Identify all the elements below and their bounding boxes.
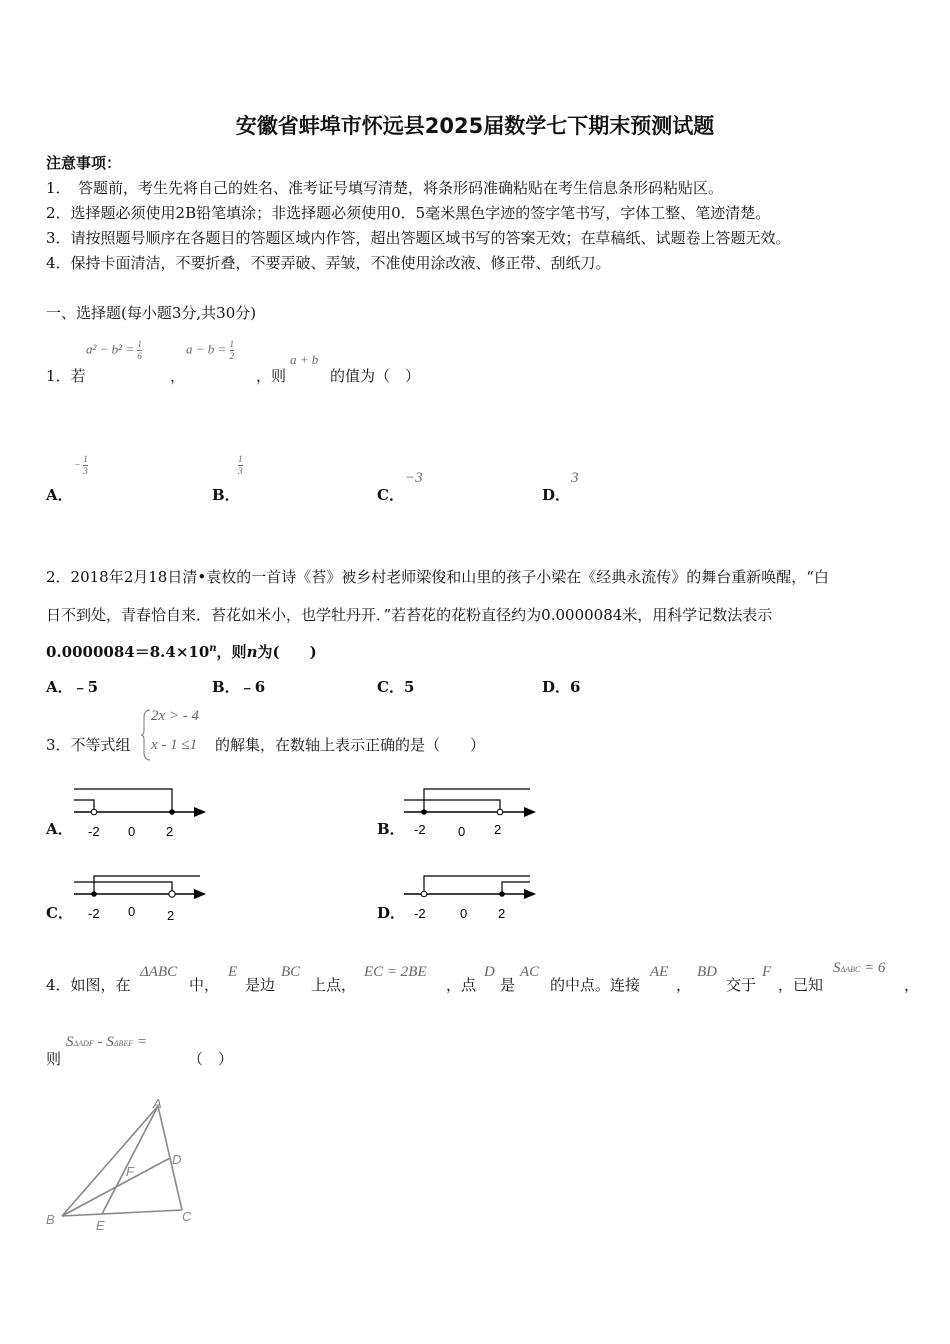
page-title: 安徽省蚌埠市怀远县2025届数学七下期末预测试题 <box>235 114 715 138</box>
q2-option-d[interactable] <box>542 676 580 697</box>
notice-item: 2．选择题必须使用2B铅笔填涂；非选择题必须使用0．5毫米黑色字迹的签字笔书写，字体工整、笔迹清楚。 <box>46 204 771 222</box>
frac <box>83 455 88 476</box>
tick-label: 0 <box>458 824 466 839</box>
frac-den: 3 <box>83 466 88 476</box>
open-point <box>497 809 503 815</box>
notice-item: 3．请按照题号顺序在各题目的答题区域内作答，超出答题区域书写的答案无效；在草稿纸、试题卷上答题无效。 <box>46 229 791 247</box>
tick-label: -2 <box>414 822 426 837</box>
open-point <box>421 891 427 897</box>
sign: − <box>74 459 81 471</box>
q3-number-line-a <box>70 784 210 844</box>
area-s: S <box>106 1034 114 1050</box>
closed-point <box>499 891 505 897</box>
q4-math: E <box>228 964 238 980</box>
q3-number-line-d <box>400 868 540 928</box>
q2-line-2: 日不到处，青春恰自来．苔花如米小，也学牡丹开．”若苔花的花粉直径约为0.0000084米，用科学记数法表示 <box>46 606 773 624</box>
q1-expr1 <box>86 340 142 361</box>
option-label: C． <box>377 678 404 696</box>
q3-number-line-c <box>70 868 210 928</box>
q2-tail: 为( ) <box>257 643 317 661</box>
closed-point <box>91 891 97 897</box>
option-label: D． <box>542 678 571 696</box>
area-sub: ΔADF <box>73 1039 94 1048</box>
frac <box>238 455 243 476</box>
equals: = <box>136 1034 147 1050</box>
q4-text: ，点 <box>446 976 477 994</box>
tick-label: 0 <box>128 824 136 839</box>
option-label: B． <box>212 678 240 696</box>
solution-ray-right <box>424 876 530 894</box>
tick-label: -2 <box>414 906 426 921</box>
q4-text: 的中点。连接 <box>550 976 641 994</box>
q1-stem-c: 的值为（ ） <box>330 367 421 385</box>
q4-text: 交于 <box>726 976 757 994</box>
vertex-label-b: B <box>46 1212 55 1227</box>
q4-area-sub: ΔABC <box>840 965 861 974</box>
point-label-f: F <box>126 1164 134 1179</box>
tick-label: -2 <box>88 824 100 839</box>
frac-den: 6 <box>137 351 142 361</box>
q3-option-d[interactable]: D． <box>377 904 406 922</box>
number-line-arrow <box>194 807 206 817</box>
q4-text: 上点， <box>311 976 357 994</box>
option-value: 5 <box>403 678 415 696</box>
q4-text: ， <box>904 976 920 994</box>
frac-num: 1 <box>238 454 243 464</box>
q4-area-s: S <box>833 960 841 976</box>
q4-line2-text: 则 <box>46 1050 62 1068</box>
open-point <box>169 891 175 897</box>
tick-label: 2 <box>167 908 175 923</box>
q1-stem-b: ，则 <box>256 367 287 385</box>
q4-math: BC <box>281 964 301 980</box>
q4-text: ， <box>676 976 692 994</box>
frac-num: 1 <box>137 339 142 349</box>
q3-option-b[interactable]: B． <box>377 820 405 838</box>
tick-label: 0 <box>460 906 468 921</box>
tick-label: 2 <box>166 824 174 839</box>
q1-option-c[interactable]: C． <box>377 486 404 504</box>
q2-expression: 0.0000084＝8.4×10 <box>46 643 210 661</box>
frac-den: 3 <box>238 466 243 476</box>
q3-stem-b: 的解集，在数轴上表示正确的是（ ） <box>215 736 486 754</box>
point-label-e: E <box>96 1218 105 1233</box>
option-value: ﹣6 <box>239 678 266 696</box>
solution-ray-right <box>94 876 200 894</box>
q1-expr3: a + b <box>290 352 319 367</box>
q4-answer-blank: （ ） <box>188 1050 234 1068</box>
q3-option-a[interactable]: A． <box>46 820 73 838</box>
side-bc <box>62 1210 182 1216</box>
number-line-arrow <box>524 807 536 817</box>
notice-heading: 注意事项： <box>46 154 122 172</box>
q2-variable: n <box>246 643 258 661</box>
q1-expr2-text: a − b = <box>186 341 227 357</box>
q2-line-1: 2．2018年2月18日清•袁枚的一首诗《苔》被乡村老师梁俊和山里的孩子小梁在《经典永流传》的舞台重新唤醒，“白 <box>46 568 829 586</box>
option-value: 6 <box>570 678 581 696</box>
q2-option-a[interactable] <box>46 676 98 697</box>
frac-den: 2 <box>229 351 235 361</box>
q1-frac1 <box>137 340 142 361</box>
number-line-arrow <box>194 889 206 899</box>
q1-stem-a: 1．若 <box>46 367 86 385</box>
q4-math: BD <box>697 964 717 980</box>
q4-math: D <box>484 964 495 980</box>
frac-num: 1 <box>83 454 88 464</box>
q1-option-c-value: −3 <box>405 470 423 486</box>
q4-text: 是边 <box>245 976 276 994</box>
q1-option-a[interactable]: A． <box>46 486 73 504</box>
notice-item: 4．保持卡面清洁，不要折叠，不要弄破、弄皱，不准使用涂改液、修正带、刮纸刀。 <box>46 254 611 272</box>
option-label: A． <box>46 678 73 696</box>
q2-exponent: n <box>209 643 217 654</box>
q1-frac2 <box>230 340 235 361</box>
solution-ray-left <box>74 882 172 894</box>
solution-ray-left <box>404 800 500 812</box>
q4-math: EC = 2BE <box>364 964 427 980</box>
q3-number-line-b <box>400 784 540 844</box>
q3-inequality-1: 2x > - 4 <box>151 708 200 724</box>
area-sub: ΔBEF <box>113 1039 134 1048</box>
tick-label: 2 <box>494 822 502 837</box>
q2-option-c[interactable] <box>377 676 414 697</box>
option-value: ﹣5 <box>72 678 99 696</box>
q3-inequality-2: x - 1 ≤1 <box>151 737 198 753</box>
q1-comma: ， <box>170 367 186 385</box>
open-point <box>91 809 97 815</box>
minus: - <box>97 1034 103 1050</box>
triangle-figure <box>40 1090 210 1240</box>
point-label-d: D <box>172 1152 182 1167</box>
area-s: S <box>66 1034 74 1050</box>
q2-then: ，则 <box>216 643 247 661</box>
q2-option-b[interactable] <box>212 676 265 697</box>
closed-point <box>421 809 427 815</box>
tick-label: -2 <box>88 906 100 921</box>
number-line-arrow <box>524 889 536 899</box>
vertex-label-c: C <box>182 1209 192 1224</box>
q1-expr1-text: a² − b² = <box>86 341 135 357</box>
q4-area-given <box>833 960 885 977</box>
q4-math: ΔABC <box>140 964 178 980</box>
q4-math: AE <box>650 964 669 980</box>
q4-text: ，已知 <box>778 976 824 994</box>
q4-area-value: = 6 <box>864 960 886 976</box>
q1-expr2 <box>186 340 234 361</box>
q4-math: F <box>762 964 772 980</box>
q2-line-3 <box>46 641 317 662</box>
notice-item: 1． 答题前，考生先将自己的姓名、准考证号填写清楚，将条形码准确粘贴在考生信息条形码粘贴区。 <box>46 179 724 197</box>
q4-area-expression <box>66 1034 147 1051</box>
q4-math: AC <box>520 964 540 980</box>
q3-option-c[interactable]: C． <box>46 904 73 922</box>
q4-text: 中， <box>189 976 220 994</box>
q4-text: 是 <box>500 976 516 994</box>
tick-label: 0 <box>128 904 136 919</box>
q1-option-d[interactable]: D． <box>542 486 571 504</box>
q1-option-b-value <box>238 455 243 476</box>
q1-option-a-value <box>74 455 88 476</box>
q3-stem-a: 3．不等式组 <box>46 736 131 754</box>
solution-ray-left <box>74 800 94 812</box>
frac-num: 1 <box>229 339 235 349</box>
q4-text: 4．如图，在 <box>46 976 131 994</box>
closed-point <box>169 809 175 815</box>
vertex-label-a: A <box>153 1096 162 1111</box>
section-heading: 一、选择题(每小题3分,共30分) <box>46 304 257 322</box>
q1-option-b[interactable]: B． <box>212 486 240 504</box>
q1-option-d-value: 3 <box>571 470 579 486</box>
tick-label: 2 <box>498 906 506 921</box>
